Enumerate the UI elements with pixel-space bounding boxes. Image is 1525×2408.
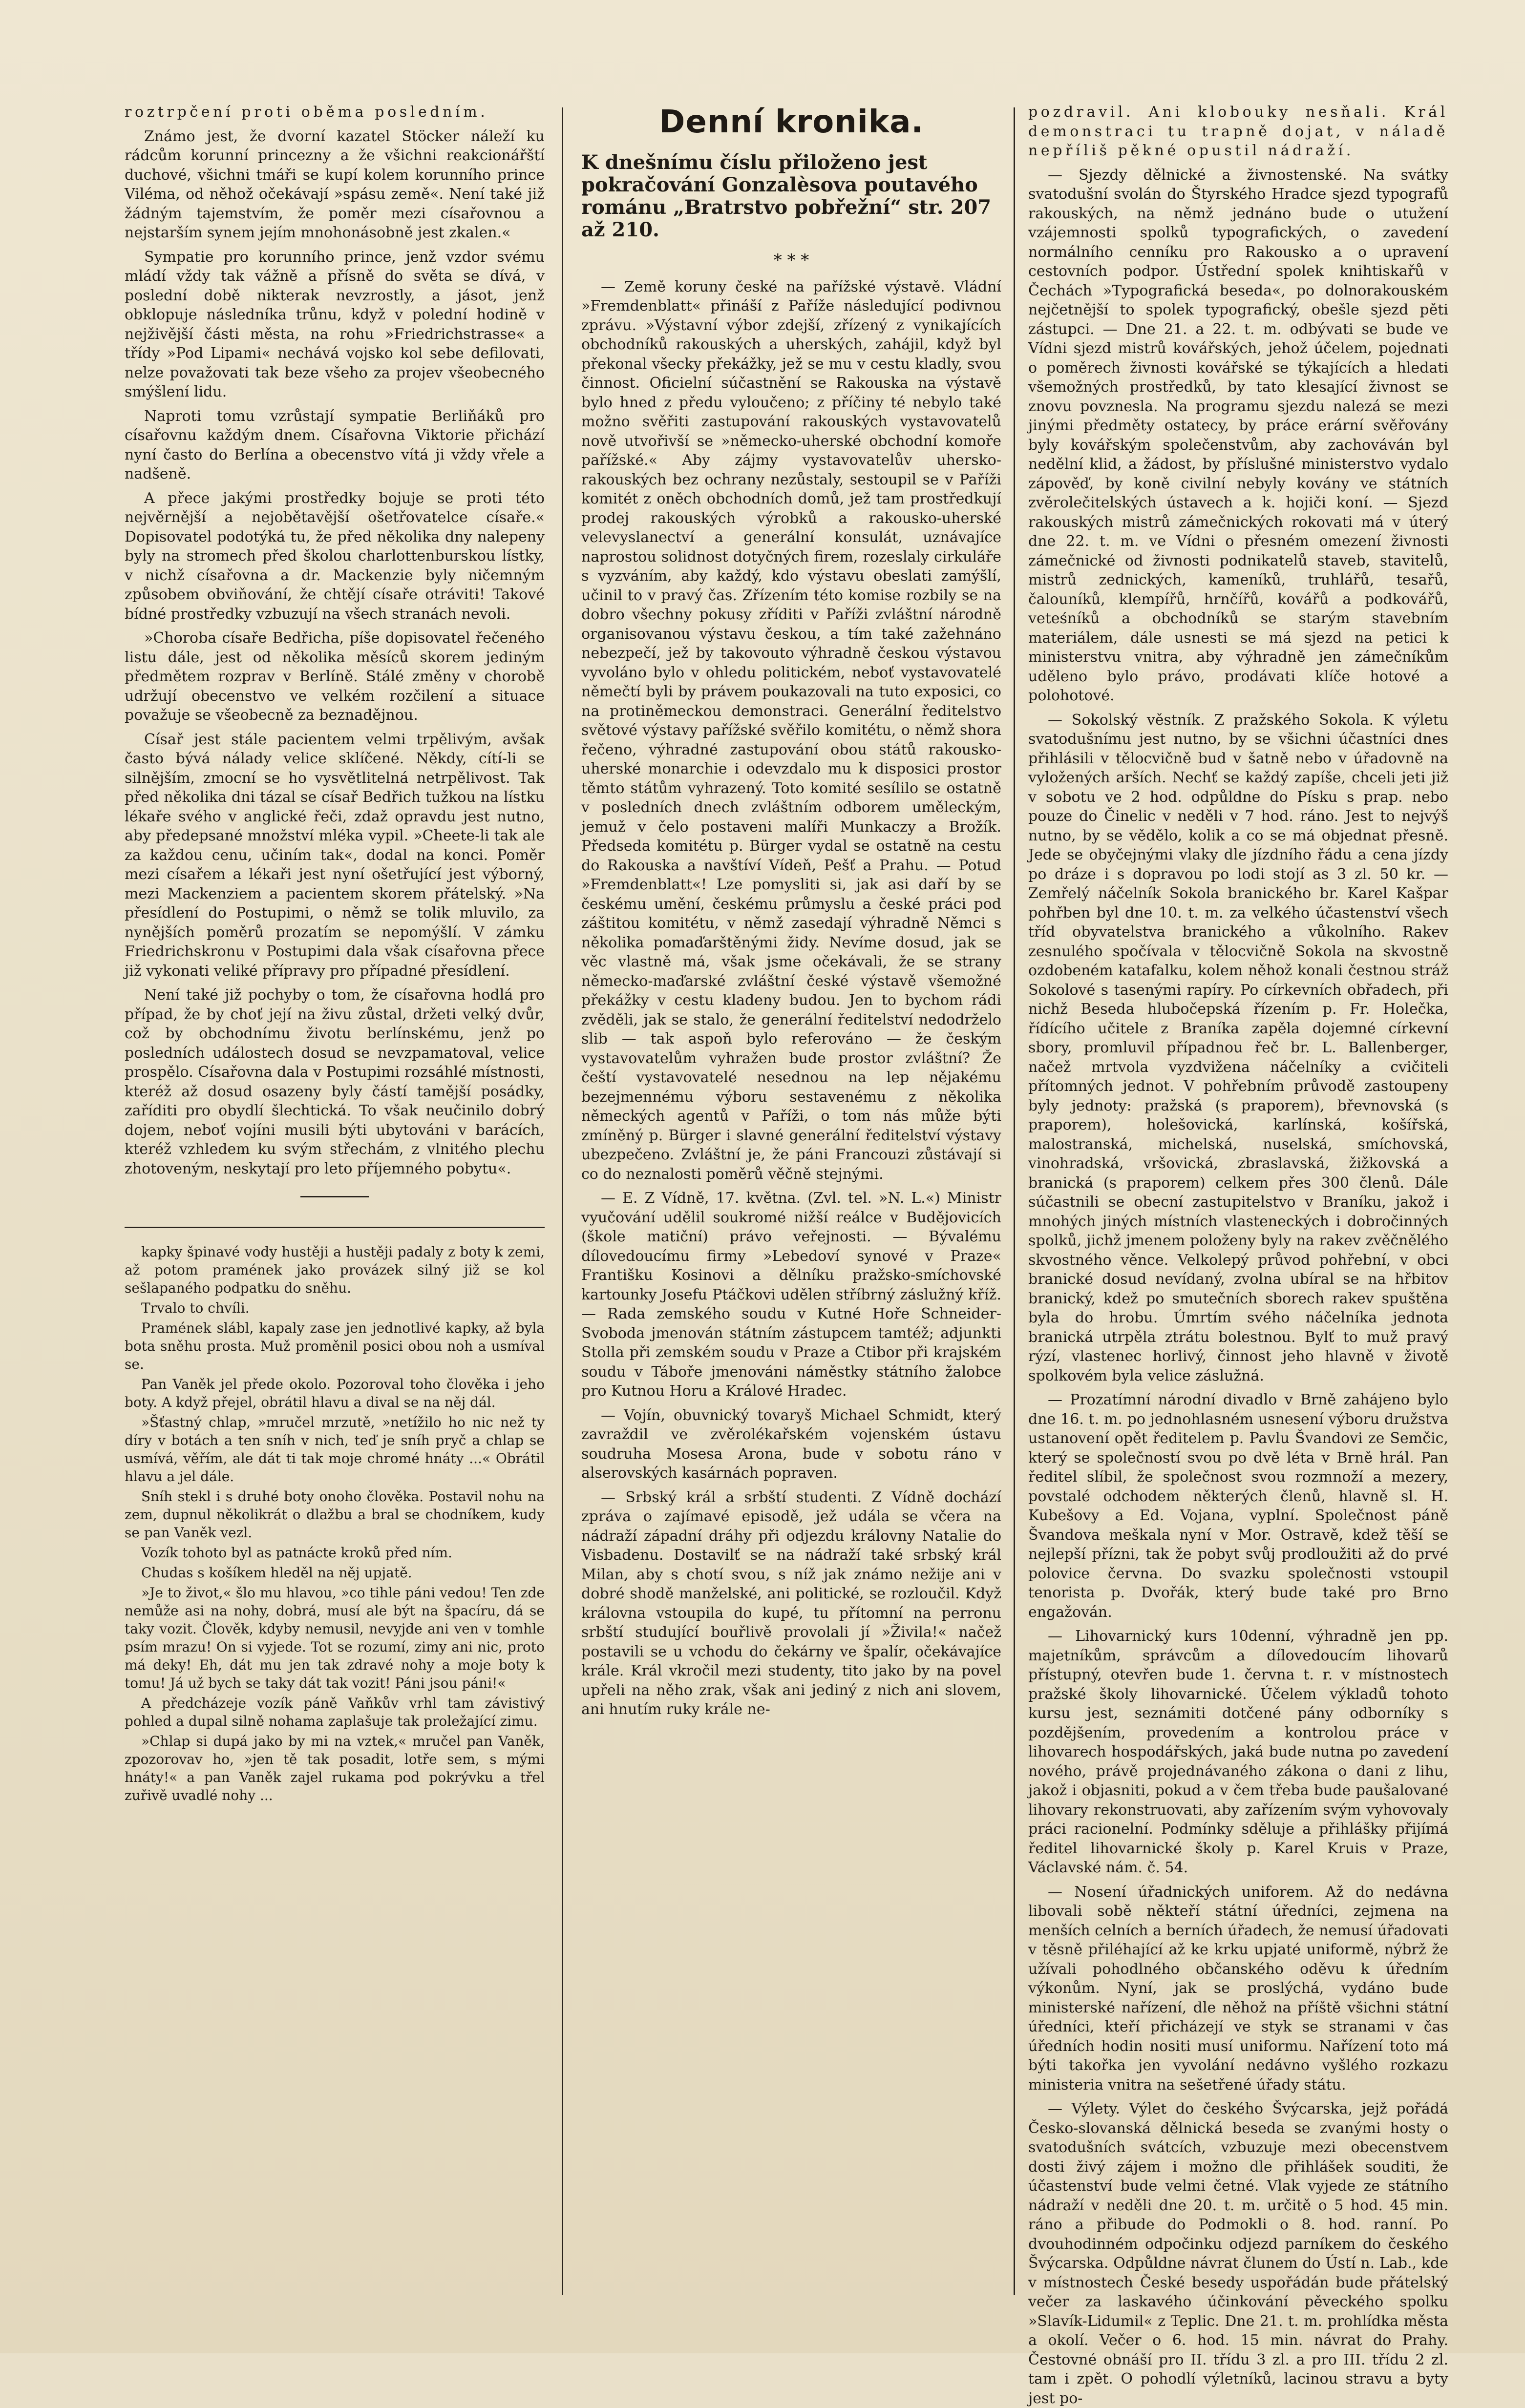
supplement-notice: K dnešnímu číslu přiloženo jest pokračování Gonzalèsova poutavého románu „Bratrstvo pobřežní“ str. 207 až 210.	[581, 151, 992, 241]
news-item: — Země koruny české na pařížské výstavě. Vládní »Fremdenblatt« přináší z Paříže následující podivnou zprávu. »Výstavní výbor zdejší, zřízený z vynikajících obchodníků rakouských a uherských, zahájil, když byl překonal všecky překážky, jež se mu v cestu kladly, svou činnost. Oficielní súčastnění se Rakouska na výstavě bylo hned z předu vyloučeno; z příčiny té nebylo také možno svěřiti zastupování rakouských vystavovatelů nově utvořivší se »německo-uherské obchodní komoře pařížské.« Aby zájmy vystavovatelův uhersko-rakouských bez ochrany nezůstaly, sestoupil se v Paříži komitét z oněch obchodních domů, jež tam prostředkují prodej rakouských výrobků a rakousko-uherské velevyslanectví a generální konsulát, uznávajíce naprostou solidnost dotyčných firem, rozeslaly cirkuláře s vyzváním, aby každý, kdo výstavu obeslati zamýšlí, učinil to v pravý čas. Zřízením této komise rozbily se na dobro všechny pokusy zříditi v Paříži zvláštní národně organisovanou výstavu českou, a tím také zažehnáno nebezpečí, jež by takovouto výhradně českou výstavou vyvoláno bylo v ohledu politickém, neboť vystavovatelé němečtí byli by právem poukazovali na tuto exposici, co na protiněmeckou demonstraci. Generální ředitelstvo světové výstavy pařížské svěřilo komitétu, o němž shora řečeno, výhradné zastupování obou států rakousko-uherské monarchie i odevzdalo mu k disposici prostor těmto státům vyhrazený. Toto komité sesílilo se ostatně v posledních dnech zvláštním odborem uměleckým, jemuž v čelo postaveni malíři Munkaczy a Brožík. Předseda komitétu p. Bürger vydal se ostatně na cestu do Rakouska a navštíví Vídeň, Pešť a Prahu. — Potud »Fremdenblatt«! Lze pomysliti si, jak asi daří by se českému umění, českému průmyslu a české práci pod záštitou komitétu, v němž zasedají výhradně Němci s několika pomaďarštěnými židy. Nevíme dosud, jak se věc vlastně má, však jsme očekávali, že se strany německo-maďarské zvláštní české výstavě všemožné překážky v cestu kladeny budou. Jen to bychom rádi zvěděli, jak se stalo, že generální ředitelství nedodrželo slib — tak aspoň bylo referováno — že českým vystavovatelům vyhražen bude prostor zvláštní? Že čeští vystavovatelé nesednou na lep nějakému bezejmennému výboru sestavenému z několika německých agentů v Paříži, o tom nás může býti zmíněný p. Bürger i slavné generální ředitelství výstavy ubezpečeno. Zvláštní je, že páni Francouzi zůstávají si co do neznalosti poměrů věčně stejnými.	[581, 278, 1001, 1183]
article-end-rule	[300, 1196, 369, 1197]
article-paragraph: Císař jest stále pacientem velmi trpělivým, avšak často bývá nálady velice sklíčené. Někdy, cítí-li se silnějším, zmocní se ho vysvětlitelná netrpělivost. Tak před několika dni tázal se císař Bedřich tužkou na lístku lékaře svého v anglické řeči, zdaž opravdu jest nutno, aby předepsané množství mléka vypil. »Cheete-li tak ale za každou cenu, učiním tak«, dodal na konci. Poměr mezi císařem a lékaři jest nyní ošetřující jest výborný, mezi Mackenziem a pacientem skorem přátelský. »Na přesídlení do Postupimi, o němž se tolik mluvilo, za nynějších poměrů prozatím se nepomýšlí. V zámku Friedrichskronu v Postupimi dala však císařovna přece již vykonati veliké přípravy pro případné přesídlení.	[125, 731, 545, 980]
column-middle	[581, 103, 1001, 2285]
feuilleton-divider	[125, 1227, 545, 1228]
news-item: — Sokolský věstník. Z pražského Sokola. K výletu svatodušnímu jest nutno, by se všichni účastníci dnes přihlásili v tělocvičně bud v šatně nebo v úřadovně na vyložených arších. Nechť se každý zapíše, chceli jeti již v sobotu ve 2 hod. odpůldne do Písku s prap. nebo pouze do Činelic v neděli v 7 hod. ráno. Jest to nejvýš nutno, by se vědělo, kolik a co se má objednat přesně. Jede se obyčejnými vlaky dle jízdního řádu a cena jízdy po dráze i s dopravou po lodi stojí as 3 zl. 50 kr. — Zemřelý náčelník Sokola branického br. Karel Kašpar pohřben byl dne 10. t. m. za velkého účastenství všech tříd obyvatelstva branického a vůkolního. Rakev zesnulého spočívala v tělocvičně Sokola na skvostně ozdobeném katafalku, kolem něhož konali čestnou stráž Sokolové s tasenými rapíry. Po církevních obřadech, při nichž Beseda hlubočepská řízením p. Fr. Holečka, řídícího učitele z Braníka zapěla dojemné církevní sbory, promluvil případnou řeč br. L. Ballenberger, načež mrtvola vyzdvižena náčelníky a cvičiteli přítomných jednot. V pohřebním průvodě zastoupeny byly jednoty: pražská (s praporem), břevnovská (s praporem), holešovická, karlínská, košířská, malostranská, michelská, nuselská, smíchovská, vinohradská, vršovická, zbraslavská, žižkovská a branická (s praporem) celkem přes 300 členů. Dále súčastnili se obecní zastupitelstvo v Braníku, jakož i mnohých jiných místních vlasteneckých i dobročinných spolků, jichž jmenem položeny byly na rakev zvěčnělého skvostného věnce. Velkolepý průvod pohřební, v obci branické dosud nevídaný, zvolna ubíral se na hřbitov branický, kdež po smutečních sborech rakev spuštěna byla do hrobu. Úmrtím svého náčelníka jednota branická utrpěla ztrátu bolestnou. Bylť to muž pravý rýzí, vlastenec horlivý, činnost jeho hlavně v životě spolkovém byla velice záslužná.	[1028, 711, 1448, 1384]
news-item: — E. Z Vídně, 17. května. (Zvl. tel. »N. L.«) Ministr vyučování udělil soukromé nižší reálce v Budějovicích (škole matiční) právo veřejnosti. — Bývalému dílovedoucímu firmy »Lebedoví synové v Praze« Františku Kosinovi a dělníku pražsko-smíchovské kartounky Josefu Ptáčkovi udělen stříbrný záslužný kříž. — Rada zemského soudu v Kutné Hoře Schneider-Svoboda jmenován státním zástupcem tamtéž; adjunkti Stolla při zemském soudu v Praze a Ctibor při krajském soudu v Táboře jmenováni náměstky státního žalobce pro Kutnou Horu a Králové Hradec.	[581, 1190, 1001, 1400]
column-left	[125, 103, 545, 2285]
feuilleton-paragraph: Pramének slábl, kapaly zase jen jednotlivé kapky, až byla bota sněhu prosta. Muž proměnil posici obou noh a usmíval se.	[125, 1320, 545, 1372]
feuilleton-paragraph: A předcházeje vozík páně Vaňkův vrhl tam závistivý pohled a dupal silně nohama zaplašuje tak proležající zimu.	[125, 1695, 545, 1729]
feuilleton-paragraph: Trvalo to chvíli.	[141, 1300, 250, 1316]
column-rule-right	[1014, 107, 1015, 2295]
feuilleton	[125, 1243, 545, 1804]
column-right	[1028, 103, 1448, 2407]
feuilleton-paragraph: Chudas s košíkem hleděl na něj upjatě.	[141, 1565, 412, 1581]
article-paragraph: Sympatie pro korunního prince, jenž vzdor svému mládí vždy tak vážně a přísně do světa se dívá, v poslední době nikterak nevzrostly, a jásot, jenž obklopuje následníka trůnu, když v polední hodině v nejživější části města, na rohu »Friedrichstrasse« a třídy »Pod Lipami« nechává vojsko kol sebe defilovati, nelze považovati tak beze všeho za projev všeobecného smýšlení lidu.	[125, 248, 545, 400]
feuilleton-paragraph: »Šťastný chlap, »mručel mrzutě, »netížilo ho nic než ty díry v botách a ten sníh v nich, teď je sníh pryč a chlap se usmívá, věřím, ale dát ti tak moje chromé hnáty ...« Obrátil hlavu a jel dále.	[125, 1414, 545, 1485]
news-item: — Prozatímní národní divadlo v Brně zahájeno bylo dne 16. t. m. po jednohlasném usnesení výboru družstva ustanovení opět ředitelem p. Pavlu Švandovi ze Semčic, který se společností svou po dvě léta v Brně hrál. Pan ředitel slíbil, že společnost svou rozmnoží a mezery, povstalé odchodem některých členů, hlavně sl. H. Kubešovy a Ed. Vojana, vyplní. Společnost páně Švandova meškala nyní v Mor. Ostravě, kdež těší se nejlepší přízni, tak že pobyt svůj prodloužiti až do prvé polovice června. Do svazku společnosti vstoupil tenorista p. Dvořák, který bude také pro Brno engažován.	[1028, 1391, 1448, 1621]
news-item: — Lihovarnický kurs 10denní, výhradně jen pp. majetníkům, správcům a dílovedoucím lihovarů přístupný, otevřen bude 1. června t. r. v místnostech pražské školy lihovarnické. Účelem výkladů tohoto kursu jest, seznámiti dotčené pány odborníky s pozdějšením, provedením a kontrolou práce v lihovarech hospodářských, jaká bude nutna po zavedení nového, právě projednávaného zákona o dani z lihu, jakož i objasniti, pokud a v čem třeba bude paušalované lihovary rekonstruovati, aby zařízením svým vyhovovaly práci racionelní. Podmínky sděluje a přihlášky přijímá ředitel lihovarnické školy p. Karel Kruis v Praze, Václavské nám. č. 54.	[1028, 1628, 1448, 1876]
news-item: — Vojín, obuvnický tovaryš Michael Schmidt, který zavraždil ve zvěrolékařském vojenském ústavu soudruha Mosesa Arona, bude v sobotu ráno v alserovských kasárnách popraven.	[581, 1406, 1001, 1482]
feuilleton-paragraph: »Je to život,« šlo mu hlavou, »co tihle páni vedou! Ten zde nemůže asi na nohy, dobrá, musí ale být na špacíru, dá se taky vozit. Člověk, kdyby nemusil, nevyjde ani ven v tomhle psím mrazu! On si vyjede. Tot se rozumí, zimy ani nic, proto má deky! Eh, dát mu jen tak zdravé nohy a moje boty k tomu! Já už bych se taky dát tak vozit! Páni jsou páni!«	[125, 1585, 545, 1691]
news-item: — Srbský král a srbští studenti. Z Vídně dochází zpráva o zajímavé episodě, jež udála se včera na nádraží západní dráhy při odjezdu královny Natalie do Visbadenu. Dostavilť se na nádraží také srbský král Milan, aby s chotí svou, s níž jak známo nežije ani v dobré shodě manželské, ani politické, se rozloučil. Když královna vstoupila do kupé, tu přítomní na perronu srbští studující bouřlivě provolali jí »Živila!« načež postavili se u vchodu do čekárny ve špalír, očekávajíce krále. Král vkročil mezi studenty, tito jako by na povel upřeli na něho zrak, však ani jediný z nich ani slovem, ani hnutím ruky krále ne-	[581, 1488, 1001, 1718]
article-paragraph: »Choroba císaře Bedřicha, píše dopisovatel řečeného listu dále, jest od několika měsíců skorem jediným předmětem rozprav v Berlíně. Stálé změny v chorobě udržují obecenstvo ve velkém rozčilení a situace považuje se všeobecně za beznadějnou.	[125, 629, 545, 724]
news-item: — Nosení úřadnických uniforem. Až do nedávna libovali sobě někteří státní úředníci, zejmena na menších celních a berních úřadech, že nemusí úřadovati v těsně přiléhající až ke krku upjaté uniformě, nýbrž že užívali pohodlného občanského oděvu k úředním výkonům. Nyní, jak se proslýchá, vydáno bude ministerské nařízení, dle něhož na příště všichni státní úředníci, kteří přicházejí ve styk se stranami v čas úředních hodin nositi musí uniformu. Nařízení toto má býti takořka jen vyvolání nedávno vyšlého rozkazu ministeria vnitra na sešetřené úřady státu.	[1028, 1883, 1448, 2094]
article-paragraph: Není také již pochyby o tom, že císařovna hodlá pro případ, že by choť její na živu zůstal, držeti velký dvůr, což by obchodnímu životu berlínskému, jenž po posledních událostech dosud se nevzpamatoval, velice prospělo. Císařovna dala v Postupimi rozsáhlé místnosti, kteréž až dosud osazeny byly částí tamější posádky, zaříditi pro obydlí šlechtická. To však neučinilo dobrý dojem, neboť vojíni musili býti ubytováni v barácích, kteréž vzhledem ku svým střechám, z vlnitého plechu zhotoveným, neskytají pro leto příjemného pobytu«.	[125, 986, 545, 1177]
feuilleton-paragraph: kapky špinavé vody hustěji a hustěji padaly z boty k zemi, až potom pramének jako provázek silný již se kol sešlapaného podpatku do sněhu.	[125, 1244, 545, 1296]
article-paragraph: A přece jakými prostředky bojuje se proti této nejvěrnější a nejobětavější ošetřovatelce císaře.« Dopisovatel podotýká tu, že před několika dny nalepeny byly na stromech před školou charlottenburskou lístky, v nichž císařovna a dr. Mackenzie byly ničemným způsobem obviňování, že chtějí císaře otráviti! Takové bídné prostředky vzbuzují na všech stranách nevoli.	[125, 489, 545, 623]
feuilleton-paragraph: Sníh stekl i s druhé boty onoho člověka. Postavil nohu na zem, dupnul několikrát o dlažbu a bral se chodníkem, kudy se pan Vaněk vezl.	[125, 1488, 545, 1541]
feuilleton-paragraph: Vozík tohoto byl as patnácte kroků před ním.	[141, 1545, 452, 1561]
article-paragraph: Známo jest, že dvorní kazatel Stöcker náleží ku rádcům korunní princezny a že všichni reakcionářští duchové, všichni tmáři se kupí kolem korunního prince Viléma, od něhož očekávají »spásu země«. Není také již žádným tajemstvím, že poměr mezi císařovnou a nejstarším synem jejím mnohonásobně jest zkalen.«	[125, 127, 545, 241]
article-fragment-start: roztrpčení proti oběma posledním.	[125, 104, 488, 121]
article-paragraph: Naproti tomu vzrůstají sympatie Berliňáků pro císařovnu každým dnem. Císařovna Viktorie přichází nyní často do Berlína a obecenstvo vítá ji vždy vřele a nadšeně.	[125, 407, 545, 482]
separator-asterisks: * * *	[773, 251, 809, 270]
news-item: — Výlety. Výlet do českého Švýcarska, jejž pořádá Česko-slovanská dělnická beseda se zvanými hosty o svatodušních svátcích, vzbuzuje mezi obecenstvem dosti živý zájem i možno dle přihlášek souditi, že účastenství bude velmi četné. Vlak vyjede ze státního nádraží v neděli dne 20. t. m. určitě o 5 hod. 45 min. ráno a přibude do Podmokli o 8. hod. ranní. Po dvouhodinném odpočinku odjezd parníkem do českého Švýcarska. Odpůldne návrat člunem do Ústí n. Lab., kde v místnostech České besedy uspořádán bude přátelský večer za laskavého účinkování pěveckého spolku »Slavík-Lidumil« z Teplic. Dne 21. t. m. prohlídka města a okolí. Večer o 6. hod. 15 min. návrat do Prahy. Čestovné obnáší pro II. třídu 3 zl. a pro III. třídu 2 zl. tam i zpět. O pohodlí výletníků, lacinou stravu a byty jest po-	[1028, 2100, 1448, 2407]
column-rule-left	[562, 107, 563, 2295]
news-item-continued: pozdravil. Ani klobouky nesňali. Král demonstraci tu trapně dojat, v náladě nepříliš pěkné opustil nádraží.	[1028, 104, 1448, 159]
feuilleton-paragraph: »Chlap si dupá jako by mi na vztek,« mručel pan Vaněk, zpozorovav ho, »jen tě tak posadit, lotře sem, s mými hnáty!« a pan Vaněk zajel rukama pod pokrývku a třel zuřivě uvadlé nohy ...	[125, 1733, 545, 1803]
feuilleton-paragraph: Pan Vaněk jel přede okolo. Pozoroval toho člověka i jeho boty. A když přejel, obrátil hlavu a dival se na něj dál.	[125, 1376, 545, 1410]
news-item: — Sjezdy dělnické a živnostenské. Na svátky svatodušní svolán do Štyrského Hradce sjezd typografů rakouských, na němž jednáno bude o utužení vzájemnosti spolků typografických, o zavedení normálního cenníku pro Rakousko a o upravení cestovních podpor. Ústřední spolek knihtiskařů v Čechách »Typografická beseda«, po dolnorakouském nejčetnější to spolek typografický, obešle sjezd pěti zástupci. — Dne 21. a 22. t. m. odbývati se bude ve Vídni sjezd mistrů kovářských, jehož účelem, pojednati o poměrech živnosti kovářské se týkajících a hledati všemožných prostředků, by tato klesající živnost se znovu povznesla. Na programu sjezdu nalezá se mezi jinými předměty ostatecy, by práce erární svěřovány byly kovářským společenstvům, aby zachováván byl nedělní klid, a žádost, by příslušné ministerstvo vydalo zápověď, by koně civilní nebyly kovány ve státních zvěrolečitelských ústavech a k. hojiči koní. — Sjezd rakouských mistrů zámečnických rokovati má v úterý dne 22. t. m. ve Vídni o přesném omezení živnosti zámečnické od živnosti podnikatelů staveb, stavitelů, mistrů zednických, kameníků, truhlářů, tesařů, čalouníků, klempířů, hrnčířů, kovářů a podkovářů, veteśníků a obchodníků se starým stavebním materiálem, dále usnesti se má sjezd na petici k ministerstvu vnitra, aby výhradně jen zámečníkům udělenо bylo právo, prodávati klíče hotové a polohotové.	[1028, 166, 1448, 704]
section-heading: Denní kronika.	[659, 104, 924, 140]
